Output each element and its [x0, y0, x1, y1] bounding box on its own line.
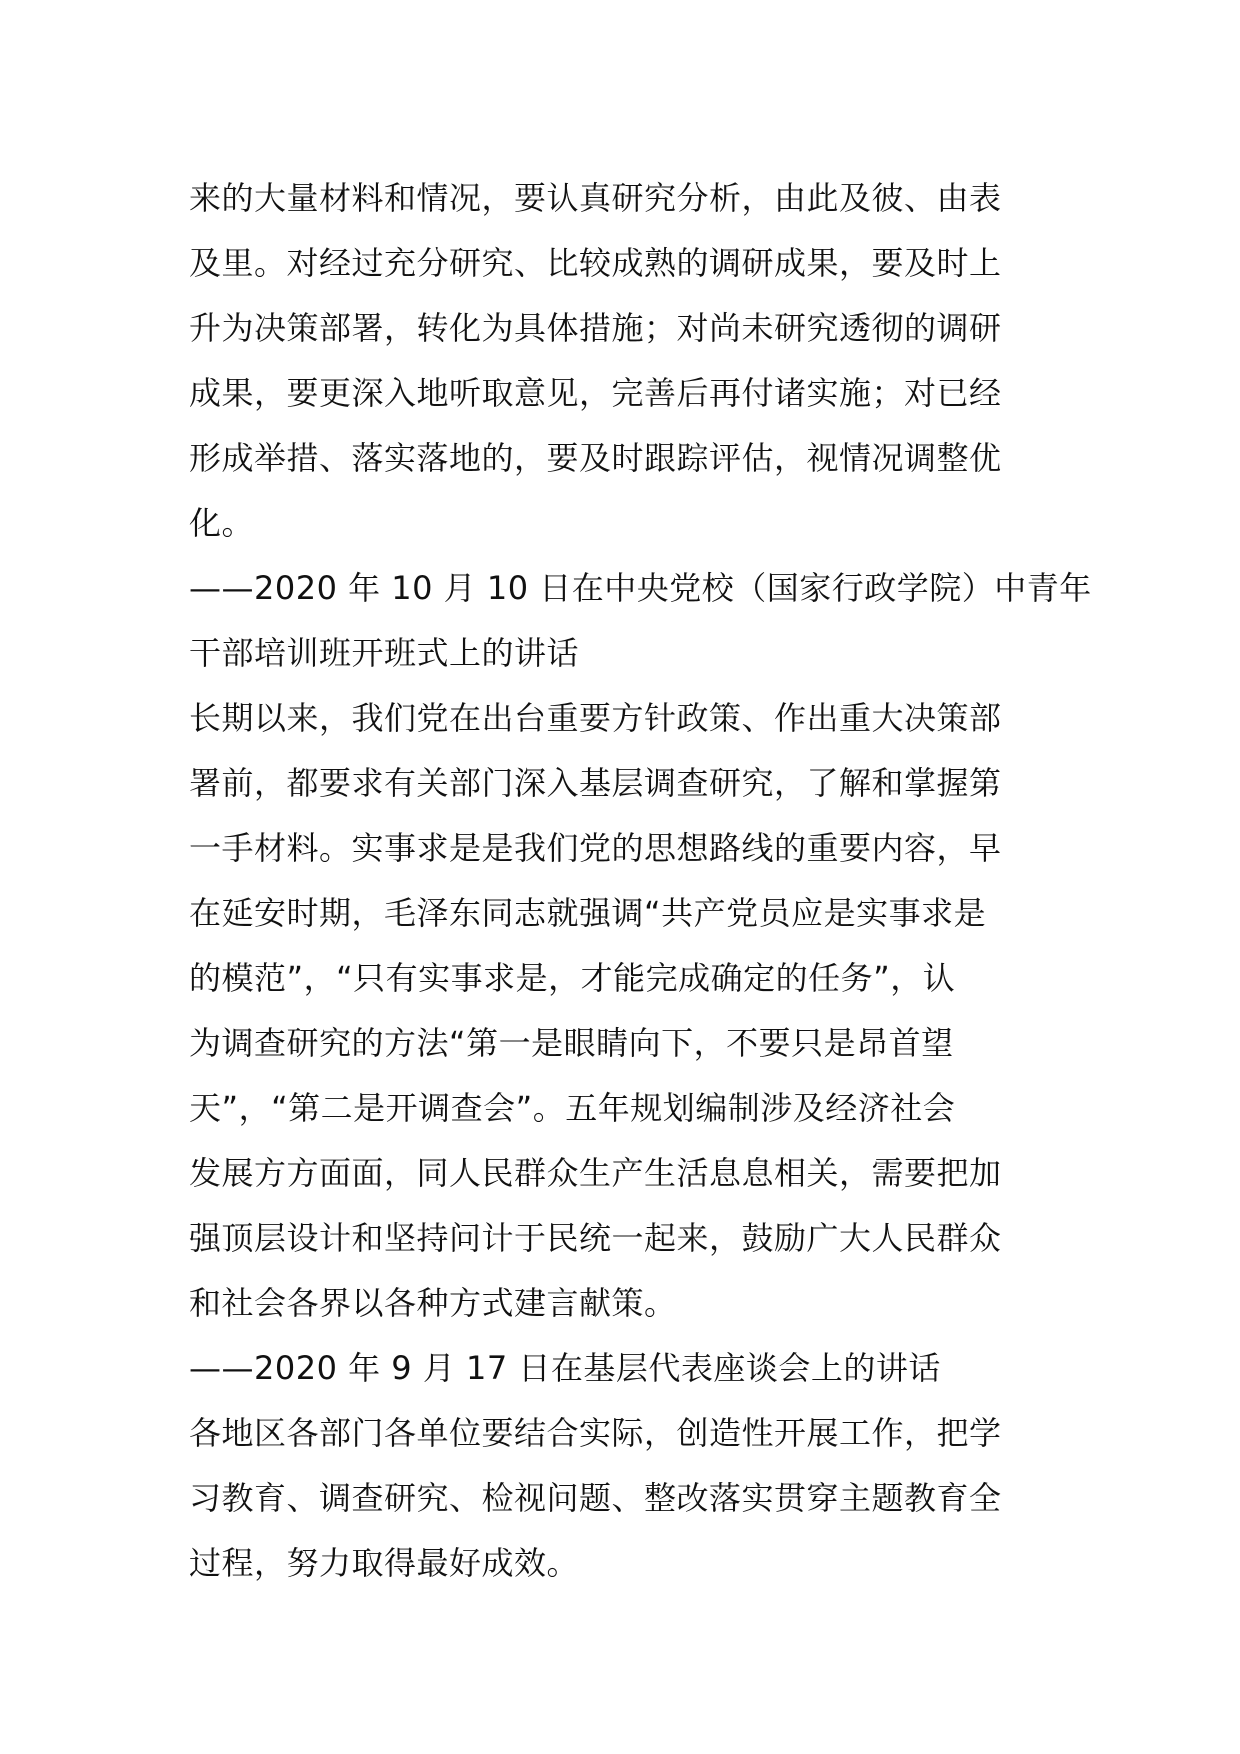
text-line: 强顶层设计和坚持问计于民统一起来，鼓励广大人民群众	[189, 1219, 1002, 1257]
paragraph-long-term-practice	[189, 686, 1051, 1336]
citation-line: ——2020 年 10 月 10 日在中央党校（国家行政学院）中青年	[189, 569, 1092, 607]
text-line: 及里。对经过充分研究、比较成熟的调研成果，要及时上	[189, 244, 1002, 282]
text-line: 和社会各界以各种方式建言献策。	[189, 1284, 677, 1322]
text-line: 习教育、调查研究、检视问题、整改落实贯穿主题教育全	[189, 1479, 1002, 1517]
text-line: 成果，要更深入地听取意见，完善后再付诸实施；对已经	[189, 374, 1002, 412]
text-line: 署前，都要求有关部门深入基层调查研究，了解和掌握第	[189, 764, 1002, 802]
citation-line: 干部培训班开班式上的讲话	[189, 634, 580, 672]
text-line: 发展方方面面，同人民群众生产生活息息相关，需要把加	[189, 1154, 1002, 1192]
text-line: 升为决策部署，转化为具体措施；对尚未研究透彻的调研	[189, 309, 1002, 347]
citation-2020-09-17	[189, 1336, 1051, 1401]
text-line: 长期以来，我们党在出台重要方针政策、作出重大决策部	[189, 699, 1002, 737]
text-line: 一手材料。实事求是是我们党的思想路线的重要内容，早	[189, 829, 1002, 867]
text-line: 化。	[189, 504, 255, 542]
text-line: 天”，“第二是开调查会”。五年规划编制涉及经济社会	[189, 1089, 956, 1127]
citation-2020-10-10	[189, 556, 1092, 686]
citation-line: ——2020 年 9 月 17 日在基层代表座谈会上的讲话	[189, 1349, 941, 1387]
text-line: 形成举措、落实落地的，要及时跟踪评估，视情况调整优	[189, 439, 1002, 477]
text-line: 过程，努力取得最好成效。	[189, 1544, 580, 1582]
text-line: 为调查研究的方法“第一是眼睛向下，不要只是昂首望	[189, 1024, 954, 1062]
text-line: 来的大量材料和情况，要认真研究分析，由此及彼、由表	[189, 179, 1002, 217]
paragraph-theme-education	[189, 1401, 1051, 1596]
paragraph-research-analysis	[189, 166, 1051, 556]
text-line: 的模范”，“只有实事求是，才能完成确定的任务”，认	[189, 959, 956, 997]
text-line: 在延安时期，毛泽东同志就强调“共产党员应是实事求是	[189, 894, 987, 932]
text-line: 各地区各部门各单位要结合实际，创造性开展工作，把学	[189, 1414, 1002, 1452]
